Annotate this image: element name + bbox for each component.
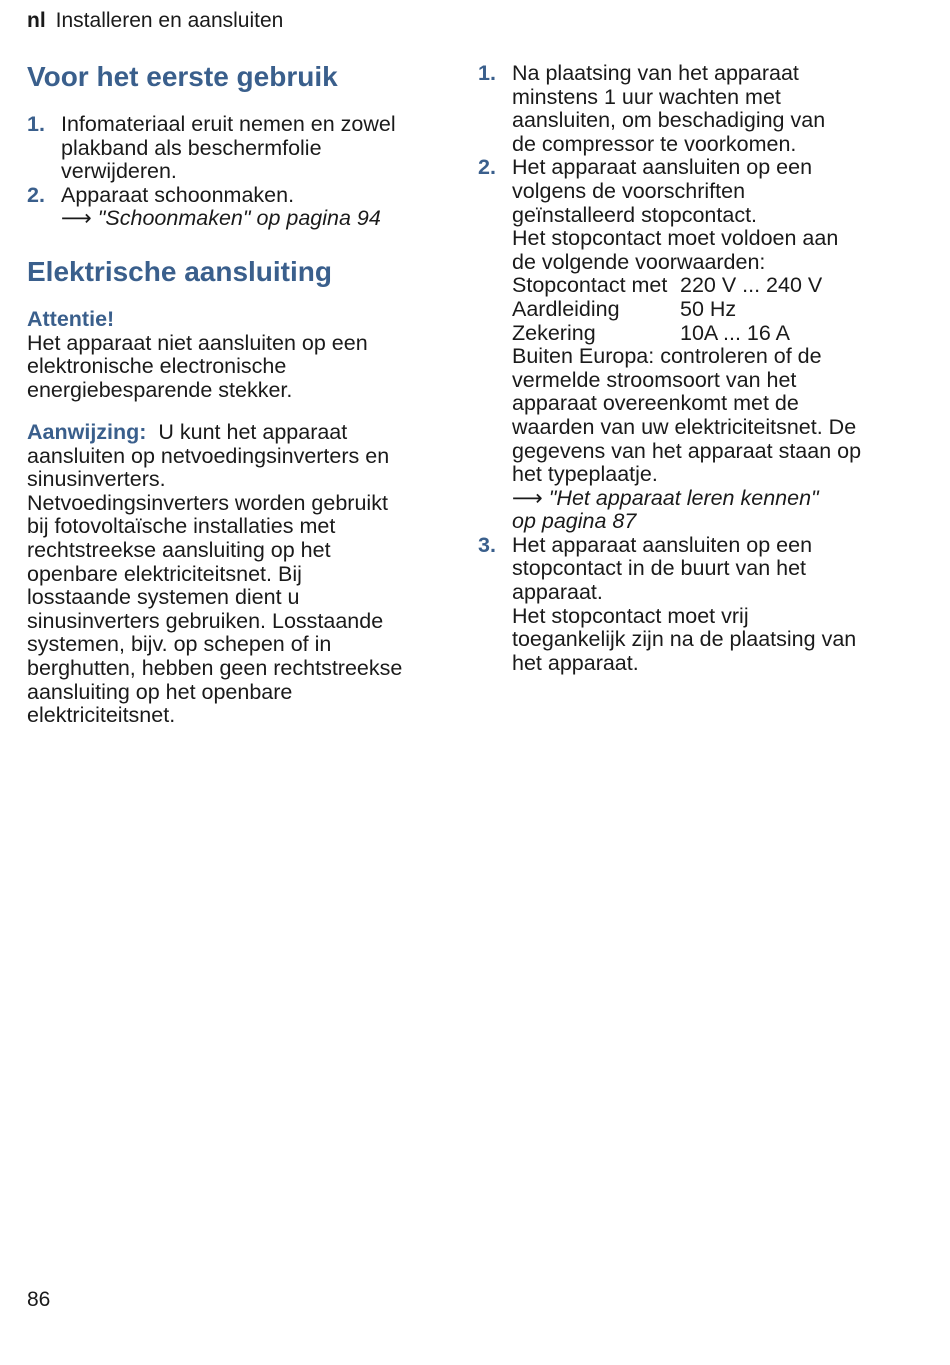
text-line: Het apparaat niet aansluiten op een <box>27 330 368 355</box>
text-line: verwijderen. <box>61 159 177 184</box>
connection-steps <box>478 62 908 675</box>
text-line: sinusinverters gebruiken. Losstaande <box>27 608 384 633</box>
spec-value: 10A ... 16 A <box>680 320 790 345</box>
text-line: Infomateriaal eruit nemen en zowel <box>61 112 396 136</box>
spec-row <box>512 322 908 346</box>
text-line: losstaande systemen dient u <box>27 585 300 610</box>
spec-value: 50 Hz <box>680 296 737 321</box>
list-item <box>478 156 908 534</box>
text-line: aansluiten, om beschadiging van <box>512 108 826 133</box>
text-line: Apparaat schoonmaken. <box>61 182 295 207</box>
spec-row <box>512 274 908 298</box>
text-line: het typeplaatje. <box>512 462 658 487</box>
text-line: waarden van uw elektriciteitsnet. De <box>512 414 857 439</box>
text-line: vermelde stroomsoort van het <box>512 367 797 392</box>
list-item <box>27 184 447 231</box>
step-number: 3. <box>478 532 496 557</box>
text-line: stopcontact in de buurt van het <box>512 556 807 581</box>
text-line: toegankelijk zijn na de plaatsing van <box>512 627 857 652</box>
text-line: Het stopcontact moet voldoen aan <box>512 226 839 251</box>
page-number: 86 <box>27 1288 51 1311</box>
text-line: Na plaatsing van het apparaat <box>512 61 799 85</box>
page-reference-link[interactable]: ⟶ "Schoonmaken" op pagina 94 <box>61 206 381 231</box>
text-line: Netvoedingsinverters worden gebruikt <box>27 490 388 515</box>
text-line: openbare elektriciteitsnet. Bij <box>27 561 302 586</box>
heading-electrical: Elektrische aansluiting <box>27 256 332 287</box>
first-use-steps <box>27 113 447 231</box>
attention-block <box>27 308 447 402</box>
section-title: Installeren en aansluiten <box>55 9 284 32</box>
text-line: energiebesparende stekker. <box>27 377 293 402</box>
text-line: volgens de voorschriften <box>512 178 746 203</box>
text-line: plakband als beschermfolie <box>61 135 322 160</box>
text-line: apparaat overeenkomt met de <box>512 391 799 416</box>
page-reference-link[interactable]: ⟶ "Het apparaat leren kennen" <box>512 485 819 510</box>
note-block <box>27 421 447 728</box>
page-header <box>27 8 283 34</box>
text-line: elektriciteitsnet. <box>27 703 176 728</box>
text-line: elektronische electronische <box>27 354 287 379</box>
list-item <box>478 534 908 676</box>
step-number: 2. <box>478 155 496 180</box>
text-line: gegevens van het apparaat staan op <box>512 438 862 463</box>
text-line: Het apparaat aansluiten op een <box>512 532 813 557</box>
text-line: de compressor te voorkomen. <box>512 131 797 156</box>
list-item <box>27 113 447 184</box>
heading-first-use: Voor het eerste gebruik <box>27 61 338 92</box>
step-number: 1. <box>478 61 496 85</box>
text-line: Het stopcontact moet vrij <box>512 603 749 628</box>
step-number: 2. <box>27 182 45 207</box>
text-line: bij fotovoltaïsche installaties met <box>27 514 336 539</box>
text-line: apparaat. <box>512 580 603 605</box>
spec-row <box>512 298 908 322</box>
text-line: geïnstalleerd stopcontact. <box>512 202 758 227</box>
page-reference-link[interactable]: op pagina 87 <box>512 509 637 534</box>
spec-key: Aardleiding <box>512 296 620 321</box>
list-item <box>478 62 908 156</box>
text-line: de volgende voorwaarden: <box>512 249 766 274</box>
text-line: het apparaat. <box>512 650 639 675</box>
language-code: nl <box>27 9 46 32</box>
text-line: aansluiting op het openbare <box>27 679 293 704</box>
spec-key: Zekering <box>512 320 596 345</box>
attention-label: Attentie! <box>27 307 115 331</box>
step-number: 1. <box>27 112 45 136</box>
text-line: sinusinverters. <box>27 467 166 492</box>
text-line: rechtstreekse aansluiting op het <box>27 537 331 562</box>
text-line: Buiten Europa: controleren of de <box>512 344 822 369</box>
text-line: berghutten, hebben geen rechtstreekse <box>27 655 403 680</box>
spec-key: Stopcontact met <box>512 273 668 298</box>
text-line: U kunt het apparaat <box>158 420 348 444</box>
text-line: aansluiten op netvoedingsinverters en <box>27 443 390 468</box>
text-line: Het apparaat aansluiten op een <box>512 155 813 180</box>
note-label: Aanwijzing: <box>27 420 147 444</box>
spec-value: 220 V ... 240 V <box>680 273 823 298</box>
text-line: minstens 1 uur wachten met <box>512 84 781 109</box>
text-line: systemen, bijv. op schepen of in <box>27 632 332 657</box>
